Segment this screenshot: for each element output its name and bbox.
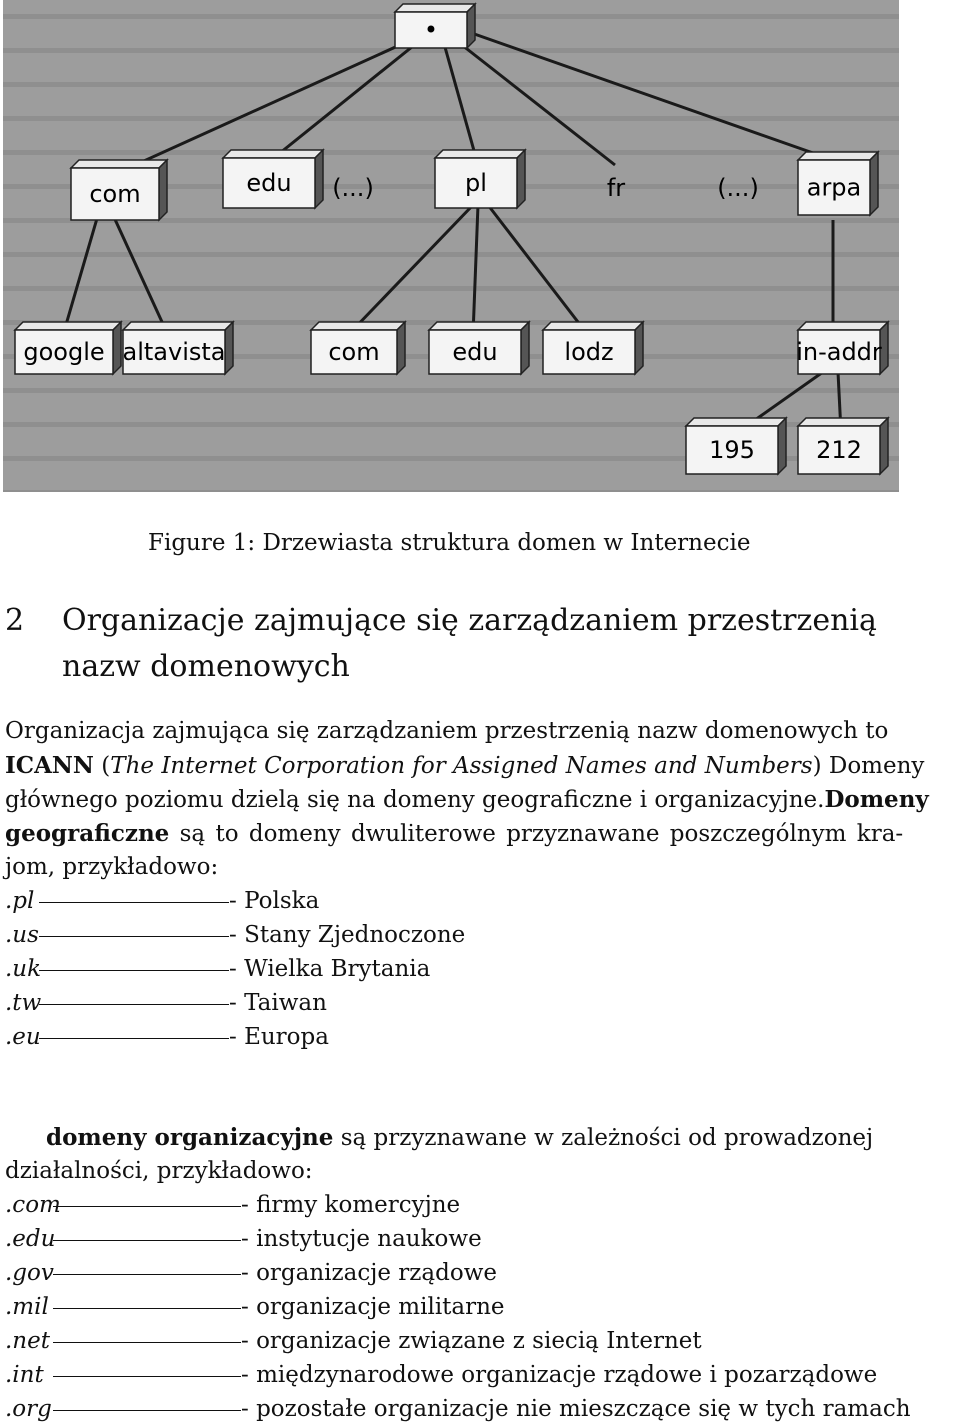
org-domain-desc: - organizacje rządowe [241,1260,497,1286]
tree-node-ellipsis-2: (...) [717,174,759,202]
para2-text: są przyznawane w zależności od prowadzonej [333,1125,874,1151]
geo-domain-row [5,1026,329,1049]
section-number: 2 [5,603,25,638]
para2-line2: działalności, przykładowo: [5,1158,313,1184]
tree-node-edu [223,150,323,208]
org-domain-rule [53,1274,241,1275]
para1-text: Organizacja zajmująca się zarządzaniem przestrzenią nazw domenowych to [5,718,889,744]
tree-node-pl [435,150,525,208]
tree-node-edu-label: edu [246,169,292,197]
org-domain-rule [53,1240,241,1241]
tree-root-label: • [423,16,439,44]
section-title-line2: nazw domenowych [62,649,350,684]
tree-node-lodz [543,322,643,374]
org-domain-code: .net [5,1328,50,1354]
paren-open: ( [93,753,111,779]
geo-domain-code: .tw [5,990,42,1016]
org-domain-row [5,1398,911,1421]
geo-domain-row [5,958,430,981]
tree-node-212 [798,418,888,474]
tree-root [395,4,475,48]
icann-full-name: The Internet Corporation for Assigned Names and Numbers [110,753,813,779]
tree-node-com-label: com [89,180,141,208]
tree-node-in-addr-label: in-addr [796,338,882,366]
tree-node-com [71,160,167,220]
geo-domain-desc: - Wielka Brytania [229,956,431,982]
tree-node-pl-com [311,322,405,374]
tree-node-fr: fr [606,174,626,202]
geo-domain-desc: - Stany Zjednoczone [229,922,466,948]
geo-domain-rule [39,902,229,903]
figure-caption: Figure 1: Drzewiasta struktura domen w Internecie [148,530,751,556]
org-domain-row [5,1364,877,1387]
org-domain-code: .org [5,1396,52,1422]
para1-text: są to domeny dwuliterowe przyznawane poszczególnym kra- [169,821,904,847]
geo-domain-desc: - Taiwan [229,990,327,1016]
org-domain-desc: - instytucje naukowe [241,1226,482,1252]
para2-line1 [46,1126,873,1150]
org-domain-row [5,1194,460,1217]
org-domain-code: .int [5,1362,44,1388]
geo-domain-code: .eu [5,1024,41,1050]
geo-domain-row [5,890,319,913]
tree-node-altavista-label: altavista [122,338,226,366]
tree-node-pl-label: pl [465,169,487,197]
tree-node-arpa-label: arpa [806,173,862,202]
geo-term-start: Domeny [824,786,929,813]
geo-domain-code: .uk [5,956,42,982]
org-domain-rule [53,1308,241,1309]
geo-domain-desc: - Europa [229,1024,329,1050]
tree-node-altavista [123,322,233,374]
tree-node-arpa [798,152,878,215]
org-domain-rule [53,1342,241,1343]
para1-text: ) Domeny [812,753,925,779]
org-domain-row [5,1228,482,1251]
geo-domain-row [5,992,327,1015]
tree-node-195 [686,418,786,474]
para1-text: głównego poziomu dzielą się na domeny geograficzne i organizacyjne. [5,787,825,813]
geo-domain-code: .pl [5,888,35,914]
org-domain-rule [53,1376,241,1377]
org-domain-code: .edu [5,1226,56,1252]
tree-node-google [15,322,121,374]
geo-domain-rule [39,970,229,971]
geo-domain-code: .us [5,922,39,948]
org-domain-desc: - organizacje militarne [241,1294,505,1320]
geo-domain-rule [39,1038,229,1039]
tree-node-212-label: 212 [816,436,862,464]
org-domain-code: .com [5,1192,61,1218]
tree-node-pl-edu-label: edu [452,338,498,366]
para1-line3 [5,788,929,812]
section-title-line1: Organizacje zajmujące się zarządzaniem przestrzenią [62,603,877,638]
icann-term: ICANN [5,752,94,779]
para1-line5: jom, przykładowo: [5,854,219,880]
org-domain-desc: - organizacje związane z siecią Internet [241,1328,702,1354]
org-domain-desc: - międzynarodowe organizacje rządowe i pozarządowe [241,1362,878,1388]
tree-node-ellipsis-1: (...) [332,174,374,202]
tree-node-in-addr [796,322,888,374]
geo-domain-rule [39,1004,229,1005]
geo-domain-rule [39,936,229,937]
org-domain-code: .mil [5,1294,49,1320]
org-domain-row [5,1330,702,1353]
org-term: domeny organizacyjne [46,1124,334,1151]
org-domain-desc: - firmy komercyjne [241,1192,461,1218]
para1-line4 [5,822,903,846]
tree-node-google-label: google [23,338,105,366]
tree-node-195-label: 195 [709,436,755,464]
tree-node-lodz-label: lodz [564,338,614,366]
geo-term-end: geograficzne [5,820,170,847]
domain-tree-figure [3,0,899,492]
geo-domain-desc: - Polska [229,888,320,914]
org-domain-code: .gov [5,1260,54,1286]
org-domain-rule [53,1206,241,1207]
org-domain-row [5,1296,505,1319]
tree-node-pl-com-label: com [328,338,380,366]
para1-line2 [5,754,924,778]
org-domain-rule [53,1410,241,1411]
geo-domain-row [5,924,465,947]
org-domain-desc: - pozostałe organizacje nie mieszczące się w tych ramach [241,1396,911,1422]
org-domain-row [5,1262,497,1285]
tree-node-pl-edu [429,322,529,374]
para1-line1 [5,720,888,743]
